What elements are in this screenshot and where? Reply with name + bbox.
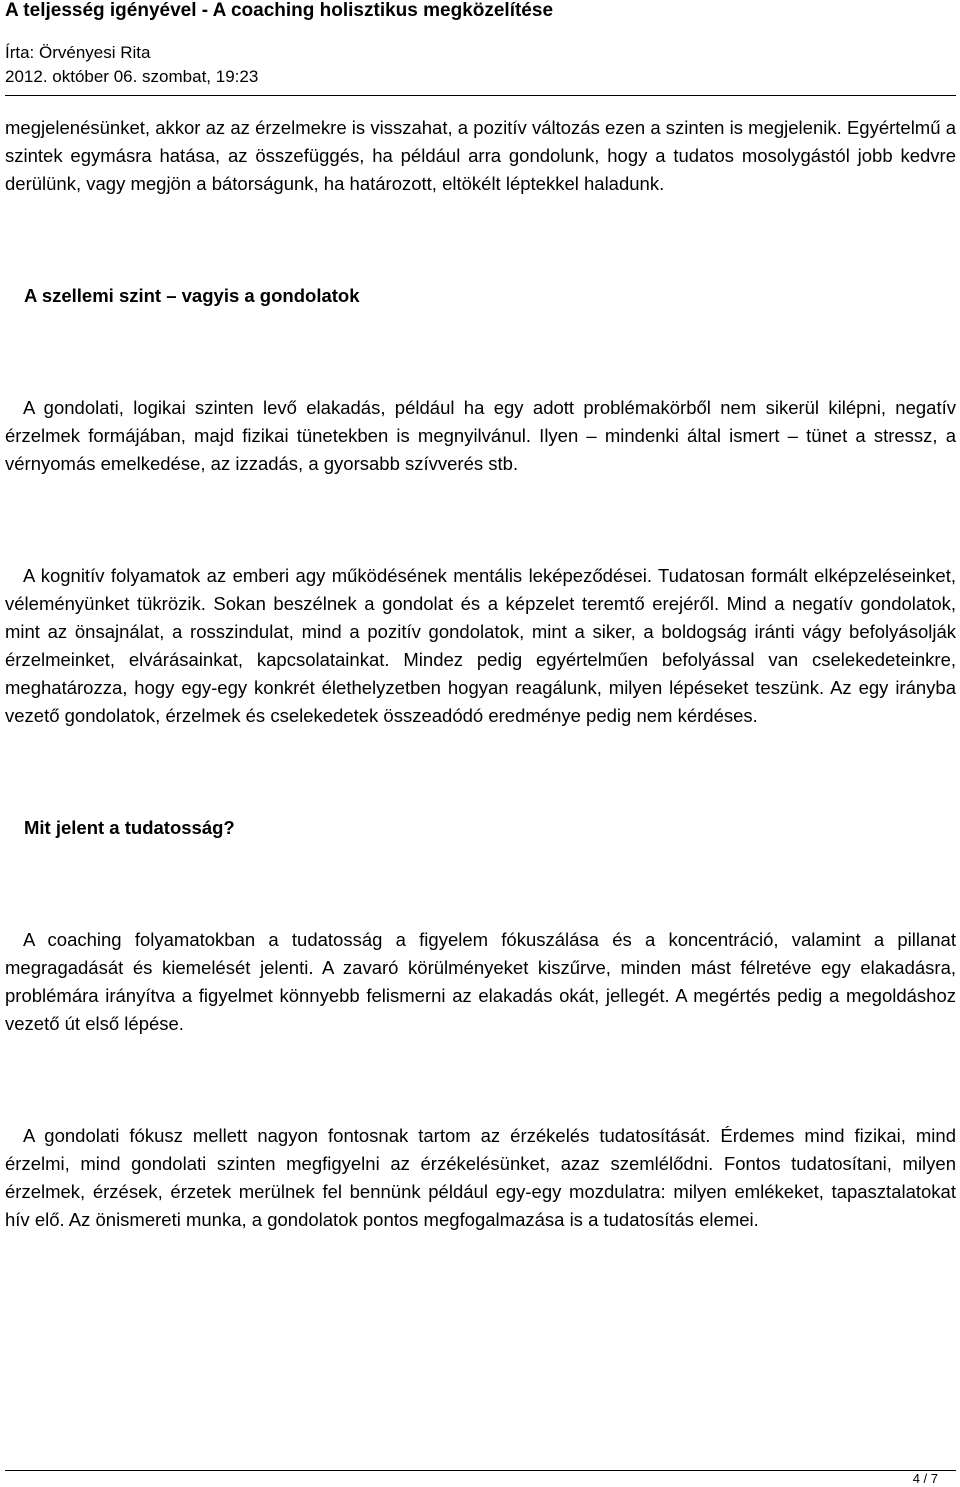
page-header [5, 0, 955, 87]
spacer [5, 478, 956, 562]
spacer [5, 1038, 956, 1122]
header-divider [5, 95, 956, 96]
paragraph: A gondolati, logikai szinten levő elakadás, például ha egy adott problémakörből nem sikerül kilépni, negatív érzelmek formájában, majd fizikai tünetekben is megnyilvánul. Ilyen – mindenki által ismert – tünet a stressz, a vérnyomás emelkedése, az izzadás, a gyorsabb szívverés stb. [5, 397, 956, 474]
date-line: 2012. október 06. szombat, 19:23 [5, 67, 259, 86]
section-heading: A szellemi szint – vagyis a gondolatok [24, 285, 360, 306]
page-number: 4 / 7 [912, 1471, 938, 1486]
spacer [5, 730, 956, 814]
spacer [5, 198, 956, 282]
paragraph: megjelenésünket, akkor az az érzelmekre is visszahat, a pozitív változás ezen a szinten is megjelenik. Egyértelmű a szintek egymásra hatása, az összefüggés, ha például arra gondolunk, hogy a tudatos mosolygástól jobb kedvre derülünk, vagy megjön a bátorságunk, ha határozott, eltökélt léptekkel haladunk. [5, 117, 956, 194]
paragraph: A coaching folyamatokban a tudatosság a figyelem fókuszálása és a koncentráció, valamint a pillanat megragadását és kiemelését jelenti. A zavaró körülményeket kiszűrve, minden mást félretéve egy elakadásra, problémára irányítva a figyelmet könnyebb felismerni az elakadás okát, jellegét. A megértés pedig a megoldáshoz vezető út első lépése. [5, 929, 956, 1034]
footer-divider [5, 1470, 956, 1471]
spacer [5, 310, 956, 394]
paragraph: A gondolati fókusz mellett nagyon fontosnak tartom az érzékelés tudatosítását. Érdemes mind fizikai, mind érzelmi, mind gondolati szinten megfigyelni az érzékelésünket, azaz szemlélődni. Fontos tudatosítani, milyen érzelmek, érzések, érzetek merülnek fel bennünk például egy-egy mozdulatra: milyen emlékeket, tapasztalatokat hív elő. Az önismereti munka, a gondolatok pontos megfogalmazása is a tudatosítás elemei. [5, 1125, 956, 1230]
section-heading: Mit jelent a tudatosság? [24, 817, 235, 838]
paragraph: A kognitív folyamatok az emberi agy működésének mentális leképeződései. Tudatosan formált elképzeléseinket, véleményünket tükrözik. Sokan beszélnek a gondolat és a képzelet teremtő erejéről. Mind a negatív gondolatok, mint az önsajnálat, a rosszindulat, mind a pozitív gondolatok, mint a siker, a boldogság iránti vágy befolyásolják érzelmeinket, elvárásainkat, kapcsolatainkat. Mindez pedig egyértelműen befolyással van cselekedeteinkre, meghatározza, hogy egy-egy konkrét élethelyzetben hogyan reagálunk, milyen lépéseket teszünk. Az egy irányba vezető gondolatok, érzelmek és cselekedetek összeadódó eredménye pedig nem kérdéses. [5, 565, 956, 726]
spacer [5, 842, 956, 926]
article-body [5, 114, 956, 1234]
document-title: A teljesség igényével - A coaching holisztikus megközelítése [5, 0, 554, 21]
author-line: Írta: Örvényesi Rita [5, 43, 151, 62]
